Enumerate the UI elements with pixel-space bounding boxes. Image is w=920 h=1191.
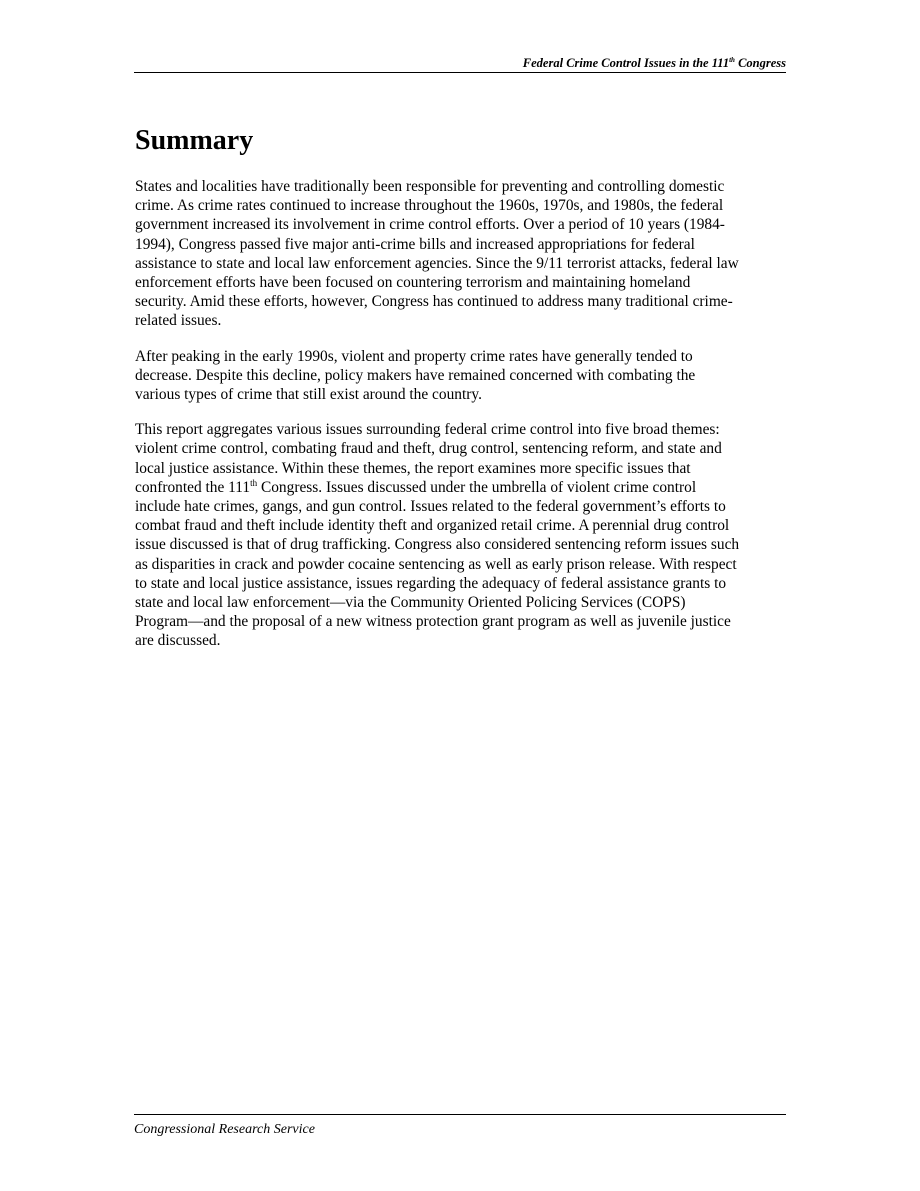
text-line: local justice assistance. Within these themes, the report examines more specific issues that <box>135 459 691 477</box>
text-line: issue discussed is that of drug trafficking. Congress also considered sentencing reform issues such <box>135 536 740 554</box>
text-line-with-superscript <box>135 478 795 497</box>
running-header <box>134 54 786 73</box>
text-line: include hate crimes, gangs, and gun control. Issues related to the federal government’s efforts to <box>135 498 726 516</box>
page-title: Summary <box>135 125 254 156</box>
text-line: violent crime control, combating fraud and theft, drug control, sentencing reform, and state and <box>135 440 722 458</box>
running-footer: Congressional Research Service <box>134 1114 786 1139</box>
header-title-superscript: th <box>729 55 735 64</box>
text-line: assistance to state and local law enforcement agencies. Since the 9/11 terrorist attacks, federal law <box>135 254 739 272</box>
text-fragment: Congress. Issues discussed under the umbrella of violent crime control <box>257 478 697 496</box>
text-line: enforcement efforts have been focused on countering terrorism and maintaining homeland <box>135 274 691 292</box>
text-line: state and local law enforcement—via the Community Oriented Policing Services (COPS) <box>135 594 686 612</box>
text-line: Program—and the proposal of a new witness protection grant program as well as juvenile justice <box>135 613 731 631</box>
text-line: After peaking in the early 1990s, violent and property crime rates have generally tended to <box>135 347 693 365</box>
text-line: This report aggregates various issues surrounding federal crime control into five broad themes: <box>135 421 720 439</box>
text-line: combat fraud and theft include identity theft and organized retail crime. A perennial drug control <box>135 517 730 535</box>
text-line: security. Amid these efforts, however, Congress has continued to address many traditional crime- <box>135 293 733 311</box>
text-line: decrease. Despite this decline, policy makers have remained concerned with combating the <box>135 366 696 384</box>
text-line: government increased its involvement in crime control efforts. Over a period of 10 years (1984- <box>135 216 725 234</box>
text-line: States and localities have traditionally been responsible for preventing and controlling domestic <box>135 178 725 195</box>
header-title: Federal Crime Control Issues in the 111 <box>522 56 730 70</box>
text-fragment: confronted the 111 <box>135 478 251 496</box>
header-title-suffix: Congress <box>734 56 786 70</box>
text-line: crime. As crime rates continued to increase throughout the 1960s, 1970s, and 1980s, the federal <box>135 197 724 215</box>
text-line: various types of crime that still exist around the country. <box>135 386 482 404</box>
text-line: 1994), Congress passed five major anti-crime bills and increased appropriations for federal <box>135 235 695 253</box>
summary-body <box>135 177 795 667</box>
text-line: related issues. <box>135 312 222 330</box>
text-line: as disparities in crack and powder cocaine sentencing as well as early prison release. With respect <box>135 555 737 573</box>
text-line: to state and local justice assistance, issues regarding the adequacy of federal assistance grants to <box>135 574 727 592</box>
paragraph-1 <box>135 177 795 331</box>
paragraph-3 <box>135 420 795 650</box>
paragraph-2 <box>135 347 795 405</box>
text-line: are discussed. <box>135 632 221 650</box>
ordinal-superscript: th <box>250 477 258 488</box>
